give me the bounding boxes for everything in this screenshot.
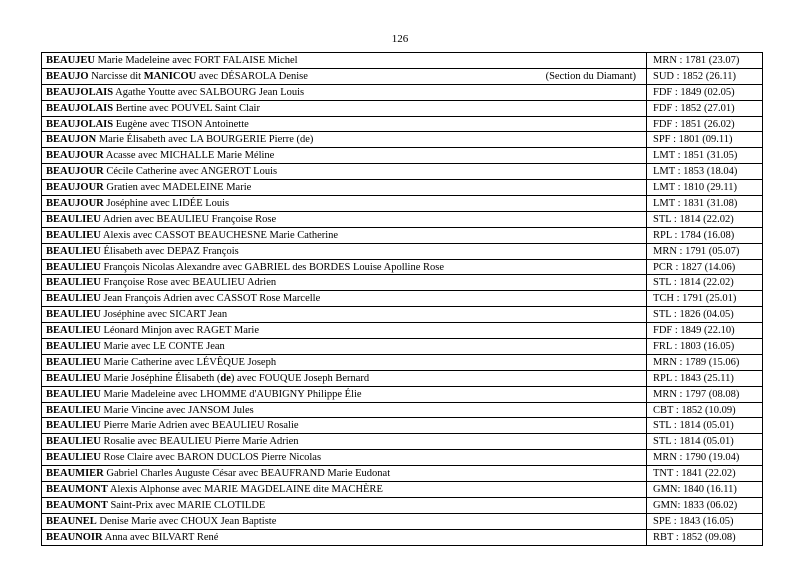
surname: BEAUJOUR bbox=[46, 166, 104, 178]
surname: BEAUMIER bbox=[46, 468, 104, 480]
surname: BEAUJOUR bbox=[46, 197, 104, 209]
table-row bbox=[42, 68, 763, 84]
parish-date-cell: STL : 1814 (22.02) bbox=[647, 211, 763, 227]
marriage-details: Élisabeth avec DEPAZ François bbox=[100, 245, 239, 257]
marriage-cell bbox=[42, 227, 647, 243]
parish-date-cell: TNT : 1841 (22.02) bbox=[647, 466, 763, 482]
marriage-cell bbox=[42, 323, 647, 339]
surname: BEAULIEU bbox=[46, 436, 101, 448]
marriage-details: Joséphine avec LIDÉE Louis bbox=[103, 197, 230, 209]
parish-date-cell: STL : 1814 (05.01) bbox=[647, 434, 763, 450]
marriage-details: Adrien avec BEAULIEU Françoise Rose bbox=[100, 213, 277, 225]
parish-date-cell: MRN : 1789 (15.06) bbox=[647, 354, 763, 370]
parish-date-cell: STL : 1814 (05.01) bbox=[647, 418, 763, 434]
table-row bbox=[42, 482, 763, 498]
table-row bbox=[42, 450, 763, 466]
parish-date-cell: MRN : 1790 (19.04) bbox=[647, 450, 763, 466]
surname: BEAULIEU bbox=[46, 420, 101, 432]
marriage-details: François Nicolas Alexandre avec GABRIEL des BORDES Louise Apolline Rose bbox=[100, 261, 444, 273]
table-row bbox=[42, 402, 763, 418]
table-row bbox=[42, 354, 763, 370]
table-row bbox=[42, 211, 763, 227]
parish-date-cell: TCH : 1791 (25.01) bbox=[647, 291, 763, 307]
marriage-cell bbox=[42, 164, 647, 180]
table-row bbox=[42, 291, 763, 307]
surname: BEAUJOLAIS bbox=[46, 86, 114, 98]
marriage-cell bbox=[42, 180, 647, 196]
marriage-details: Saint-Prix avec MARIE CLOTILDE bbox=[107, 499, 266, 511]
given-names: Marie Joséphine Élisabeth ( bbox=[100, 372, 221, 384]
table-row bbox=[42, 132, 763, 148]
table-row bbox=[42, 529, 763, 545]
surname: BEAULIEU bbox=[46, 452, 101, 464]
parish-date-cell: FDF : 1849 (22.10) bbox=[647, 323, 763, 339]
parish-date-cell: LMT : 1853 (18.04) bbox=[647, 164, 763, 180]
parish-date-cell: CBT : 1852 (10.09) bbox=[647, 402, 763, 418]
registry-body bbox=[42, 53, 763, 546]
marriage-cell bbox=[42, 243, 647, 259]
marriage-cell bbox=[42, 386, 647, 402]
surname: BEAULIEU bbox=[46, 340, 101, 352]
table-row bbox=[42, 513, 763, 529]
marriage-details: Marie Madeleine avec FORT FALAISE Michel bbox=[95, 54, 298, 66]
marriage-cell bbox=[42, 116, 647, 132]
marriage-cell bbox=[42, 259, 647, 275]
surname: BEAULIEU bbox=[46, 245, 101, 257]
marriage-details: Joséphine avec SICART Jean bbox=[100, 309, 228, 321]
parish-date-cell: SPF : 1801 (09.11) bbox=[647, 132, 763, 148]
table-row bbox=[42, 164, 763, 180]
marriage-details: Marie avec LE CONTE Jean bbox=[100, 340, 225, 352]
surname: BEAULIEU bbox=[46, 372, 101, 384]
table-row bbox=[42, 196, 763, 212]
marriage-cell bbox=[42, 211, 647, 227]
table-row bbox=[42, 418, 763, 434]
parish-date-cell: SPE : 1843 (16.05) bbox=[647, 513, 763, 529]
parish-date-cell: FRL : 1803 (16.05) bbox=[647, 339, 763, 355]
parish-date-cell: PCR : 1827 (14.06) bbox=[647, 259, 763, 275]
surname: BEAUJOLAIS bbox=[46, 102, 114, 114]
table-row bbox=[42, 259, 763, 275]
marriage-cell bbox=[42, 370, 647, 386]
parish-date-cell: GMN: 1833 (06.02) bbox=[647, 497, 763, 513]
table-row bbox=[42, 84, 763, 100]
table-row bbox=[42, 466, 763, 482]
marriage-cell bbox=[42, 53, 647, 69]
parish-date-cell: MRN : 1781 (23.07) bbox=[647, 53, 763, 69]
marriage-cell bbox=[42, 148, 647, 164]
table-row bbox=[42, 339, 763, 355]
marriage-details: Bertine avec POUVEL Saint Clair bbox=[113, 102, 260, 114]
table-row bbox=[42, 307, 763, 323]
surname: BEAULIEU bbox=[46, 388, 101, 400]
table-row bbox=[42, 434, 763, 450]
table-row bbox=[42, 275, 763, 291]
marriage-details: Marie Catherine avec LÉVÊQUE Joseph bbox=[100, 356, 277, 368]
marriage-cell bbox=[42, 100, 647, 116]
marriage-details: Denise Marie avec CHOUX Jean Baptiste bbox=[96, 515, 277, 527]
section-note: (Section du Diamant) bbox=[545, 70, 636, 82]
marriage-cell bbox=[42, 466, 647, 482]
parish-date-cell: SUD : 1852 (26.11) bbox=[647, 68, 763, 84]
marriage-details: Léonard Minjon avec RAGET Marie bbox=[100, 325, 259, 337]
surname: BEAUJEU bbox=[46, 54, 96, 66]
surname: BEAUMONT bbox=[46, 483, 108, 495]
table-row bbox=[42, 100, 763, 116]
marriage-registry-table bbox=[41, 52, 763, 546]
marriage-details: Gabriel Charles Auguste César avec BEAUFRAND Marie Eudonat bbox=[103, 468, 391, 480]
parish-date-cell: LMT : 1831 (31.08) bbox=[647, 196, 763, 212]
marriage-details: Acasse avec MICHALLE Marie Méline bbox=[103, 150, 275, 162]
marriage-cell bbox=[42, 132, 647, 148]
marriage-cell bbox=[42, 291, 647, 307]
marriage-cell bbox=[42, 497, 647, 513]
table-row bbox=[42, 53, 763, 69]
marriage-cell bbox=[42, 450, 647, 466]
marriage-cell bbox=[42, 529, 647, 545]
parish-date-cell: MRN : 1791 (05.07) bbox=[647, 243, 763, 259]
surname: BEAULIEU bbox=[46, 293, 101, 305]
marriage-cell bbox=[42, 275, 647, 291]
marriage-cell bbox=[42, 402, 647, 418]
parish-date-cell: STL : 1826 (04.05) bbox=[647, 307, 763, 323]
marriage-details: Alexis avec CASSOT BEAUCHESNE Marie Catherine bbox=[100, 229, 339, 241]
table-row bbox=[42, 180, 763, 196]
marriage-cell bbox=[42, 339, 647, 355]
marriage-details: Anna avec BILVART René bbox=[102, 531, 219, 543]
surname: BEAUJON bbox=[46, 134, 97, 146]
surname: BEAULIEU bbox=[46, 356, 101, 368]
marriage-details: avec DÉSAROLA Denise bbox=[196, 70, 308, 82]
marriage-cell bbox=[42, 418, 647, 434]
surname: BEAUJOUR bbox=[46, 182, 104, 194]
table-row bbox=[42, 323, 763, 339]
table-row bbox=[42, 116, 763, 132]
surname: BEAUNOIR bbox=[46, 531, 103, 543]
surname: BEAULIEU bbox=[46, 404, 101, 416]
bold-name-part: de bbox=[220, 372, 231, 384]
marriage-details: Cécile Catherine avec ANGEROT Louis bbox=[103, 166, 278, 178]
table-row bbox=[42, 370, 763, 386]
surname: BEAULIEU bbox=[46, 261, 101, 273]
parish-date-cell: FDF : 1852 (27.01) bbox=[647, 100, 763, 116]
marriage-cell bbox=[42, 307, 647, 323]
page-number: 126 bbox=[391, 33, 409, 45]
marriage-details: Pierre Marie Adrien avec BEAULIEU Rosalie bbox=[100, 420, 299, 432]
parish-date-cell: RPL : 1784 (16.08) bbox=[647, 227, 763, 243]
marriage-details: Marie Élisabeth avec LA BOURGERIE Pierre (de) bbox=[96, 134, 314, 146]
marriage-details: Eugène avec TISON Antoinette bbox=[113, 118, 249, 130]
surname: BEAULIEU bbox=[46, 309, 101, 321]
surname: BEAULIEU bbox=[46, 213, 101, 225]
surname: BEAUNEL bbox=[46, 515, 97, 527]
surname: BEAULIEU bbox=[46, 325, 101, 337]
marriage-details: Jean François Adrien avec CASSOT Rose Marcelle bbox=[100, 293, 321, 305]
table-row bbox=[42, 243, 763, 259]
surname: BEAULIEU bbox=[46, 229, 101, 241]
parish-date-cell: FDF : 1849 (02.05) bbox=[647, 84, 763, 100]
marriage-details: Rose Claire avec BARON DUCLOS Pierre Nicolas bbox=[100, 452, 322, 464]
marriage-cell bbox=[42, 513, 647, 529]
parish-date-cell: RBT : 1852 (09.08) bbox=[647, 529, 763, 545]
parish-date-cell: LMT : 1851 (31.05) bbox=[647, 148, 763, 164]
marriage-cell bbox=[42, 84, 647, 100]
marriage-cell bbox=[42, 482, 647, 498]
marriage-cell bbox=[42, 68, 647, 84]
marriage-details: Alexis Alphonse avec MARIE MAGDELAINE dite MACHÈRE bbox=[107, 483, 383, 495]
parish-date-cell: STL : 1814 (22.02) bbox=[647, 275, 763, 291]
parish-date-cell: MRN : 1797 (08.08) bbox=[647, 386, 763, 402]
marriage-details: Rosalie avec BEAULIEU Pierre Marie Adrien bbox=[100, 436, 299, 448]
table-row bbox=[42, 227, 763, 243]
marriage-details: ) avec FOUQUE Joseph Bernard bbox=[230, 372, 370, 384]
parish-date-cell: LMT : 1810 (29.11) bbox=[647, 180, 763, 196]
marriage-cell bbox=[42, 196, 647, 212]
surname: BEAUJOLAIS bbox=[46, 118, 114, 130]
parish-date-cell: FDF : 1851 (26.02) bbox=[647, 116, 763, 132]
marriage-details: Marie Madeleine avec LHOMME d'AUBIGNY Philippe Élie bbox=[100, 388, 362, 400]
table-row bbox=[42, 148, 763, 164]
marriage-cell bbox=[42, 354, 647, 370]
marriage-details: Marie Vincine avec JANSOM Jules bbox=[100, 404, 254, 416]
surname: BEAUMONT bbox=[46, 499, 108, 511]
marriage-cell bbox=[42, 434, 647, 450]
surname: BEAUJO bbox=[46, 70, 89, 82]
surname: BEAULIEU bbox=[46, 277, 101, 289]
marriage-details: Françoise Rose avec BEAULIEU Adrien bbox=[100, 277, 277, 289]
table-row bbox=[42, 497, 763, 513]
marriage-details: Gratien avec MADELEINE Marie bbox=[103, 182, 252, 194]
parish-date-cell: GMN: 1840 (16.11) bbox=[647, 482, 763, 498]
surname: BEAUJOUR bbox=[46, 150, 104, 162]
marriage-details: Agathe Youtte avec SALBOURG Jean Louis bbox=[113, 86, 305, 98]
table-row bbox=[42, 386, 763, 402]
bold-name-part: MANICOU bbox=[143, 70, 197, 82]
given-names: Narcisse dit bbox=[88, 70, 144, 82]
parish-date-cell: RPL : 1843 (25.11) bbox=[647, 370, 763, 386]
